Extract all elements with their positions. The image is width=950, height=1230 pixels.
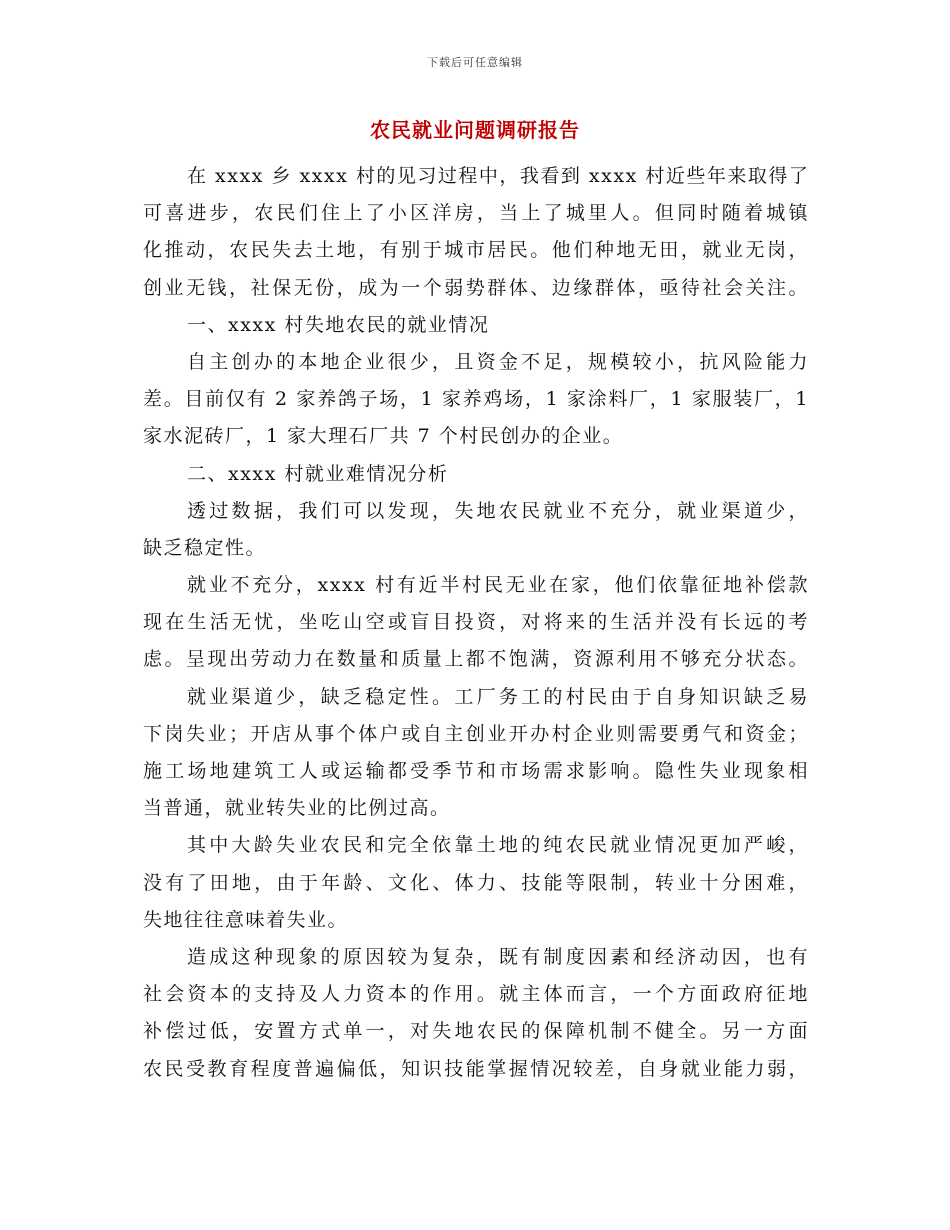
paragraph-line: 失地往往意味着失业。 [143,908,349,931]
document-body [143,158,809,1088]
section-heading: 二、xxxx 村就业难情况分析 [187,462,449,485]
paragraph-line: 化推动，农民失去土地，有别于城市居民。他们种地无田，就业无岗， [143,239,809,262]
document-title: 农民就业问题调研报告 [370,118,580,142]
paragraph-line: 施工场地建筑工人或运输都受季节和市场需求影响。隐性失业现象相 [143,760,809,782]
paragraph-line: 下岗失业；开店从事个体户或自主创业开办村企业则需要勇气和资金； [143,722,809,745]
paragraph-line: 透过数据，我们可以发现，失地农民就业不充分，就业渠道少， [187,499,809,522]
paragraph-line: 创业无钱，社保无份，成为一个弱势群体、边缘群体，亟待社会关注。 [143,276,809,299]
paragraph-line: 自主创办的本地企业很少，且资金不足，规模较小，抗风险能力 [187,350,809,373]
paragraph-line: 在 xxxx 乡 xxxx 村的见习过程中，我看到 xxxx 村近些年来取得了 [187,165,810,187]
header-note: 下载后可任意编辑 [427,56,523,69]
paragraph-line: 社会资本的支持及人力资本的作用。就主体而言，一个方面政府征地 [143,983,809,1006]
paragraph-line: 就业不充分，xxxx 村有近半村民无业在家，他们依靠征地补偿款 [187,574,809,597]
paragraph-line: 家水泥砖厂，1 家大理石厂共 7 个村民创办的企业。 [143,425,624,448]
paragraph-line: 没有了田地，由于年龄、文化、体力、技能等限制，转业十分困难， [143,871,809,894]
paragraph-line: 就业渠道少，缺乏稳定性。工厂务工的村民由于自身知识缺乏易 [187,685,809,708]
paragraph-line: 现在生活无忧，坐吃山空或盲目投资，对将来的生活并没有长远的考 [143,611,809,634]
paragraph-line: 当普通，就业转失业的比例过高。 [143,797,451,820]
paragraph-line: 虑。呈现出劳动力在数量和质量上都不饱满，资源利用不够充分状态。 [143,648,809,671]
paragraph-line: 其中大龄失业农民和完全依靠土地的纯农民就业情况更加严峻， [187,834,809,857]
paragraph-line: 补偿过低，安置方式单一，对失地农民的保障机制不健全。另一方面 [143,1020,809,1043]
paragraph-line: 农民受教育程度普遍偏低，知识技能掌握情况较差，自身就业能力弱， [143,1057,809,1080]
section-heading: 一、xxxx 村失地农民的就业情况 [187,313,490,336]
paragraph-line: 造成这种现象的原因较为复杂，既有制度因素和经济动因，也有 [187,945,809,968]
paragraph-line: 可喜进步，农民们住上了小区洋房，当上了城里人。但同时随着城镇 [143,202,809,225]
paragraph-line: 缺乏稳定性。 [143,536,267,559]
paragraph-line: 差。目前仅有 2 家养鸽子场，1 家养鸡场，1 家涂料厂，1 家服装厂，1 [143,388,809,411]
